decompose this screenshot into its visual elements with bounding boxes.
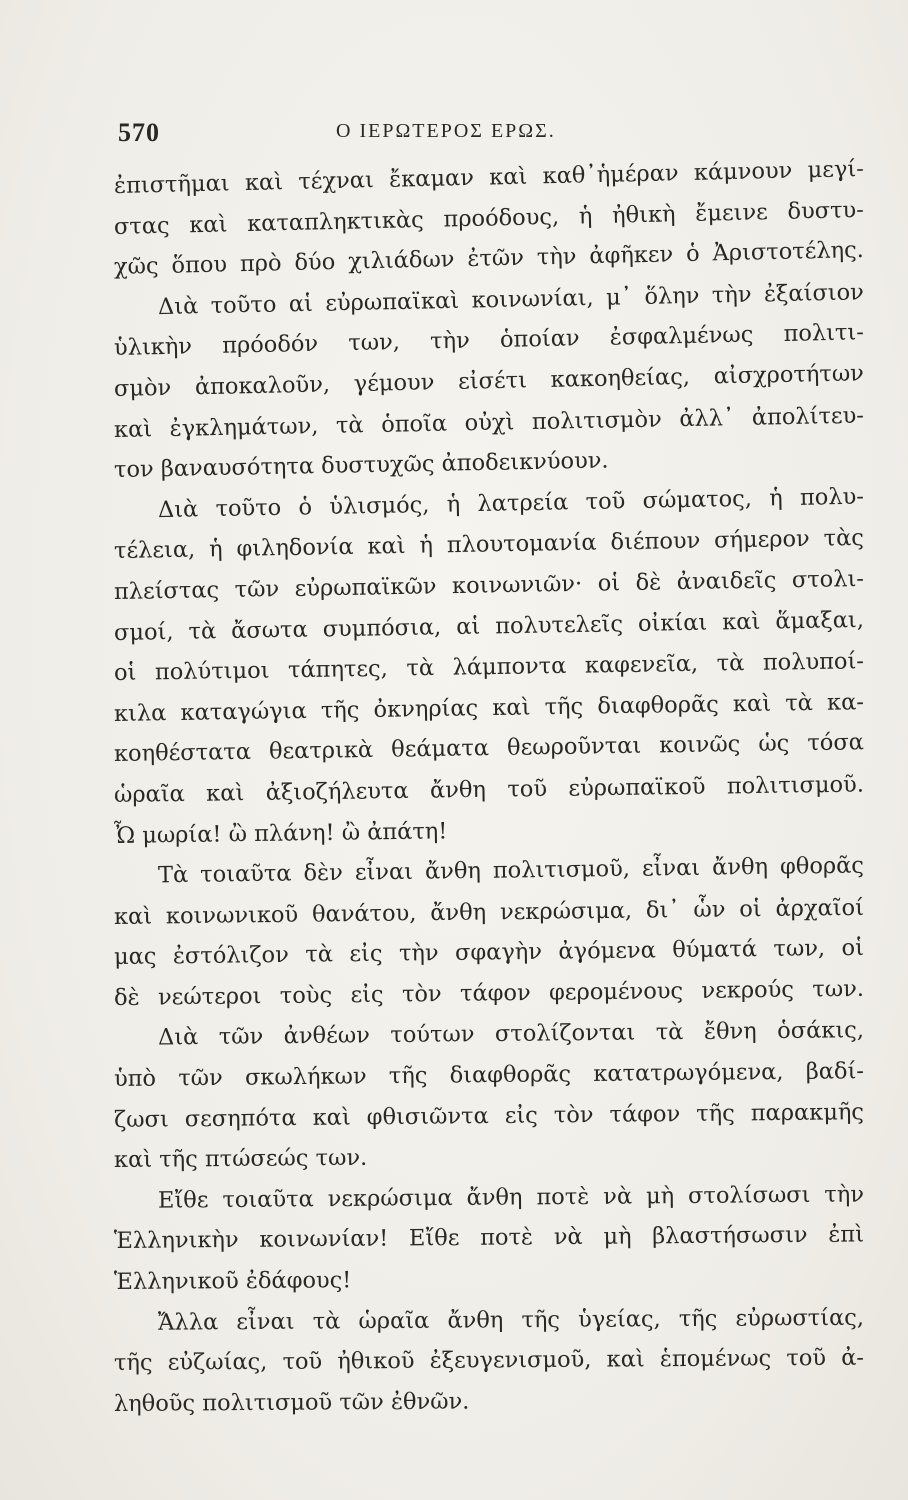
text-line: Διὰ τοῦτο αἱ εὐρωπαϊκαὶ κοινωνίαι, μ᾽ ὅλην τὴν ἐξαίσιον [157, 279, 865, 320]
text-line: Ἄλλα εἶναι τὰ ὡραῖα ἄνθη τῆς ὑγείας, τῆς εὐρωστίας, [157, 1304, 865, 1336]
text-line: Τὰ τοιαῦτα δὲν εἶναι ἄνθη πολιτισμοῦ, εἶναι ἄνθη φθορᾶς [157, 852, 865, 889]
running-title: Ο ΙΕΡΩΤΕΡΟΣ ΕΡΩΣ. [336, 120, 556, 142]
text-line: οἱ πολύτιμοι τάπητες, τὰ λάμποντα καφενεῖα, τὰ πολυποί- [113, 648, 865, 687]
text-line: ὑπὸ τῶν σκωλήκων τῆς διαφθορᾶς κατατρωγόμενα, βαδί- [113, 1058, 865, 1093]
text-line: ληθοῦς πολιτισμοῦ τῶν ἐθνῶν. [113, 1388, 470, 1417]
text-line: σμοί, τὰ ἄσωτα συμπόσια, αἱ πολυτελεῖς οἰκίαι καὶ ἅμαξαι, [113, 606, 865, 646]
text-line: δὲ νεώτεροι τοὺς εἰς τὸν τάφον φερομένους νεκρούς των. [113, 975, 865, 1011]
text-line: κιλα καταγώγια τῆς ὀκνηρίας καὶ τῆς διαφθορᾶς καὶ τὰ κα- [113, 688, 865, 727]
text-line: ὡραῖα καὶ ἀξιοζήλευτα ἄνθη τοῦ εὐρωπαϊκοῦ πολιτισμοῦ. [113, 771, 865, 808]
page-number: 570 [118, 118, 160, 147]
text-line: μας ἐστόλιζον τὰ εἰς τὴν σφαγὴν ἀγόμενα θύματά των, οἱ [113, 935, 865, 971]
text-line: τέλεια, ἡ φιληδονία καὶ ἡ πλουτομανία διέπουν σήμερον τὰς [113, 525, 865, 565]
text-line: στας καὶ καταπληκτικὰς προόδους, ἡ ἠθικὴ ἔμεινε δυστυ- [113, 196, 865, 240]
text-line: ζωσι σεσηπότα καὶ φθισιῶντα εἰς τὸν τάφον τῆς παρακμῆς [113, 1098, 865, 1133]
text-line: καὶ κοινωνικοῦ θανάτου, ἄνθη νεκρώσιμα, δι᾽ ὧν οἱ ἀρχαῖοί [113, 894, 865, 930]
text-line: ἐπιστῆμαι καὶ τέχναι ἔκαμαν καὶ καθ᾽ἡμέραν κάμνουν μεγί- [113, 155, 865, 199]
text-line: Διὰ τῶν ἀνθέων τούτων στολίζονται τὰ ἔθνη ὁσάκις, [157, 1017, 865, 1052]
text-line: καὶ ἐγκλημάτων, τὰ ὁποῖα οὐχὶ πολιτισμὸν ἀλλ᾽ ἀπολίτευ- [113, 402, 865, 443]
text-line: Ὦ μωρία! ὢ πλάνη! ὢ ἀπάτη! [113, 817, 448, 849]
body-text [113, 155, 865, 1424]
text-line: χῶς ὅπου πρὸ δύο χιλιάδων ἐτῶν τὴν ἀφῆκεν ὁ Ἀριστοτέλης. [113, 237, 865, 281]
text-line: Ἑλληνικοῦ ἐδάφους! [113, 1267, 352, 1296]
text-line: σμὸν ἀποκαλοῦν, γέμουν εἰσέτι κακοηθείας, αἰσχροτήτων [113, 360, 865, 402]
text-line: τῆς εὐζωίας, τοῦ ἠθικοῦ ἐξευγενισμοῦ, καὶ ἑπομένως τοῦ ἀ- [113, 1344, 865, 1377]
text-line: Διὰ τοῦτο ὁ ὑλισμός, ἡ λατρεία τοῦ σώματος, ἡ πολυ- [157, 483, 865, 523]
text-line: κοηθέστατα θεατρικὰ θεάματα θεωροῦνται κοινῶς ὡς τόσα [113, 729, 865, 768]
text-line: πλείστας τῶν εὐρωπαϊκῶν κοινωνιῶν· οἱ δὲ ἀναιδεῖς στολι- [113, 565, 865, 605]
text-line: τον βαναυσότητα δυστυχῶς ἀποδεικνύουν. [113, 447, 609, 484]
text-line: καὶ τῆς πτώσεώς των. [113, 1145, 368, 1174]
text-line: ὑλικὴν πρόοδόν των, τὴν ὁποίαν ἐσφαλμένως πολιτι- [113, 319, 865, 362]
text-line: Εἴθε τοιαῦτα νεκρώσιμα ἄνθη ποτὲ νὰ μὴ στολίσωσι τὴν [157, 1181, 865, 1214]
text-line: Ἑλληνικὴν κοινωνίαν! Εἴθε ποτὲ νὰ μὴ βλαστήσωσιν ἐπὶ [113, 1221, 865, 1255]
